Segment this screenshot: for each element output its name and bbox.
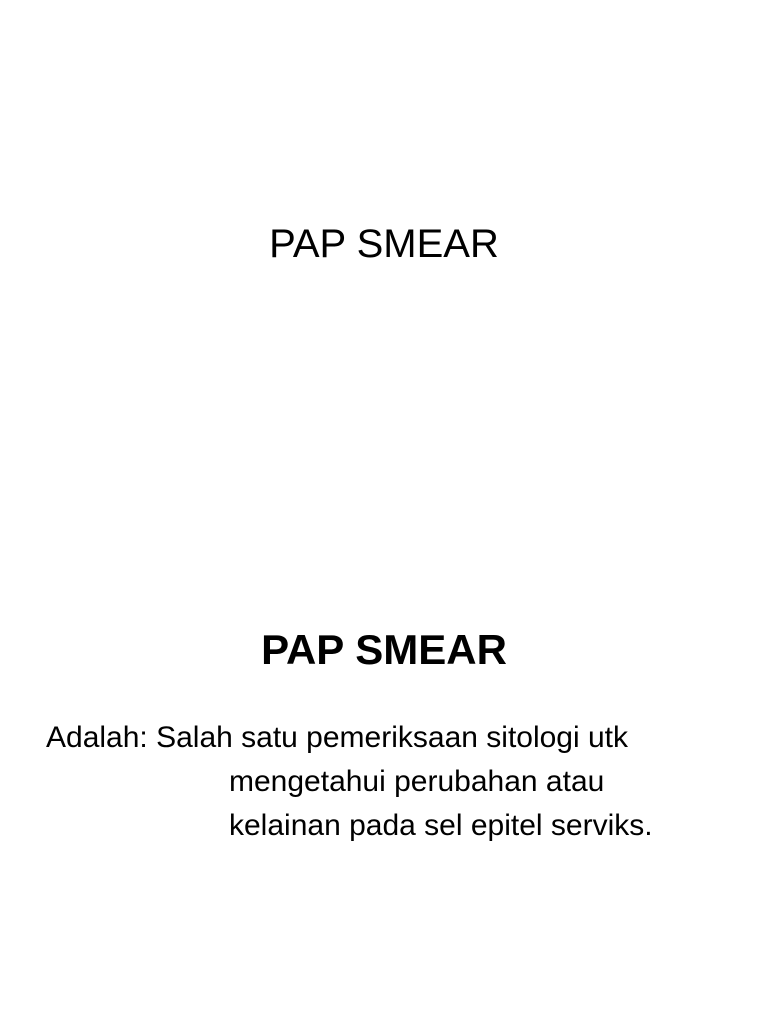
definition-line-1: Adalah: Salah satu pemeriksaan sitologi utk — [46, 721, 629, 754]
definition-line-3: kelainan pada sel epitel serviks. — [229, 809, 653, 842]
slide-title: PAP SMEAR — [269, 222, 499, 266]
definition-text — [46, 716, 746, 848]
section-title: PAP SMEAR — [261, 626, 507, 673]
definition-line-2: mengetahui perubahan atau — [229, 765, 605, 798]
